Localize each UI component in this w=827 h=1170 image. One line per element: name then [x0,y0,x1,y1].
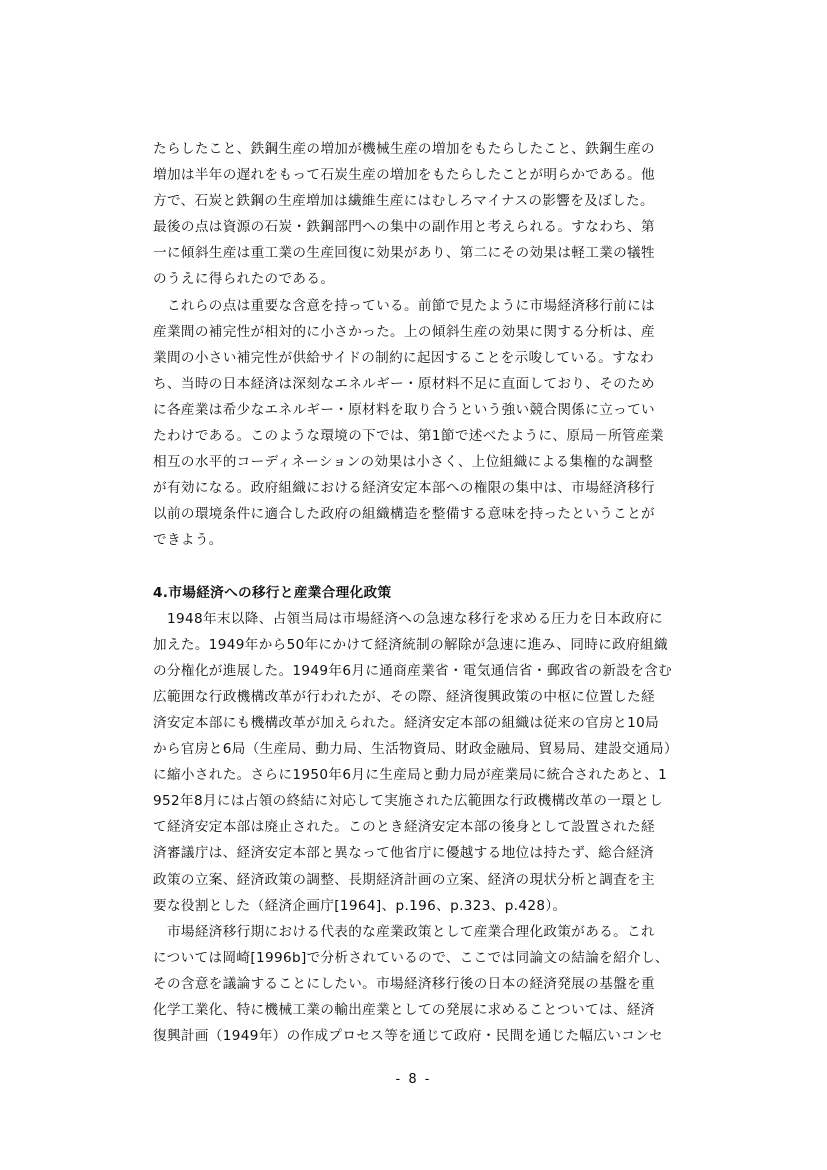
paragraph-line: の分権化が進展した。1949年6月に通商産業省・電気通信省・郵政省の新設を含む [153,662,673,679]
paragraph-line: 市場経済移行期における代表的な産業政策として産業合理化政策がある。これ [153,923,655,940]
section-heading: 4.市場経済への移行と産業合理化政策 [153,584,392,601]
paragraph-line: のうえに得られたのである。 [153,271,335,288]
paragraph-line: 一に傾斜生産は重工業の生産回復に効果があり、第二にその効果は軽工業の犠牲 [153,245,655,262]
paragraph-line: に縮小された。さらに1950年6月に生産局と動力局が産業局に統合されたあと、1 [153,767,668,784]
paragraph-line: 952年8月には占領の終結に対応して実施された広範囲な行政機構改革の一環とし [153,793,664,810]
paragraph-line: ち、当時の日本経済は深刻なエネルギー・原材料不足に直面しており、そのため [153,375,655,392]
paragraph-line: 方で、石炭と鉄鋼の生産増加は繊維生産にはむしろマイナスの影響を及ぼした。 [153,193,654,210]
paragraph-line: から官房と6局（生産局、動力局、生活物資局、財政金融局、貿易局、建設交通局） [153,741,678,758]
paragraph-line: て経済安定本部は廃止された。このとき経済安定本部の後身として設置された経 [153,819,655,836]
paragraph-line: たらしたこと、鉄鋼生産の増加が機械生産の増加をもたらしたこと、鉄鋼生産の [153,141,655,157]
paragraph-line: 復興計画（1949年）の作成プロセス等を通じて政府・民間を通じた幅広いコンセ [153,1028,664,1045]
paragraph-line: 済審議庁は、経済安定本部と異なって他省庁に優越する地位は持たず、総合経済 [153,845,654,862]
section-market-transition [153,606,719,1050]
paragraph-line: 最後の点は資源の石炭・鉄鋼部門への集中の副作用と考えられる。すなわち、第 [153,219,655,236]
section-previous-continuation [153,136,719,554]
paragraph-line: に各産業は希少なエネルギー・原材料を取り合うという強い競合関係に立ってい [153,401,655,418]
paragraph-line: たわけである。このような環境の下では、第1節で述べたように、原局－所管産業 [153,428,664,445]
paragraph-line: 要な役割とした（経済企画庁[1964]、p.196、p.323、p.428）。 [153,897,567,914]
page-number: - 8 - [395,1072,432,1087]
paragraph-line: その含意を議論することにしたい。市場経済移行後の日本の経済発展の基盤を重 [153,975,655,992]
paragraph-line: 相互の水平的コーディネーションの効果は小さく、上位組織による集権的な調整 [153,454,654,471]
paragraph-line: 広範囲な行政機構改革が行われたが、その際、経済復興政策の中枢に位置した経 [153,688,655,705]
paragraph-line: 化学工業化、特に機械工業の輸出産業としての発展に求めることついては、経済 [153,1002,655,1018]
paragraph-line: 業間の小さい補完性が供給サイドの制約に起因することを示唆している。すなわ [153,349,655,366]
paragraph-line: 政策の立案、経済政策の調整、長期経済計画の立案、経済の現状分析と調査を主 [153,871,655,888]
paragraph-line: 加えた。1949年から50年にかけて経済統制の解除が急速に進み、同時に政府組織 [153,636,668,653]
body-text [153,136,719,1049]
paragraph-line: 済安定本部にも機構改革が加えられた。経済安定本部の組織は従来の官房と10局 [153,714,660,731]
paragraph-line: 1948年末以降、占領当局は市場経済への急速な移行を求める圧力を日本政府に [153,610,664,627]
paragraph-line: については岡崎[1996b]で分析されているので、ここでは同論文の結論を紹介し、 [153,949,669,966]
paragraph-line: これらの点は重要な含意を持っている。前節で見たように市場経済移行前には [153,297,655,314]
paragraph-line: できよう。 [153,532,223,549]
paragraph-line: 産業間の補完性が相対的に小さかった。上の傾斜生産の効果に関する分析は、産 [153,323,655,340]
paragraph-line: 増加は半年の遅れをもって石炭生産の増加をもたらしたことが明らかである。他 [153,167,655,184]
paragraph-line: が有効になる。政府組織における経済安定本部への権限の集中は、市場経済移行 [153,480,655,497]
paragraph-line: 以前の環境条件に適合した政府の組織構造を整備する意味を持ったということが [153,506,655,523]
